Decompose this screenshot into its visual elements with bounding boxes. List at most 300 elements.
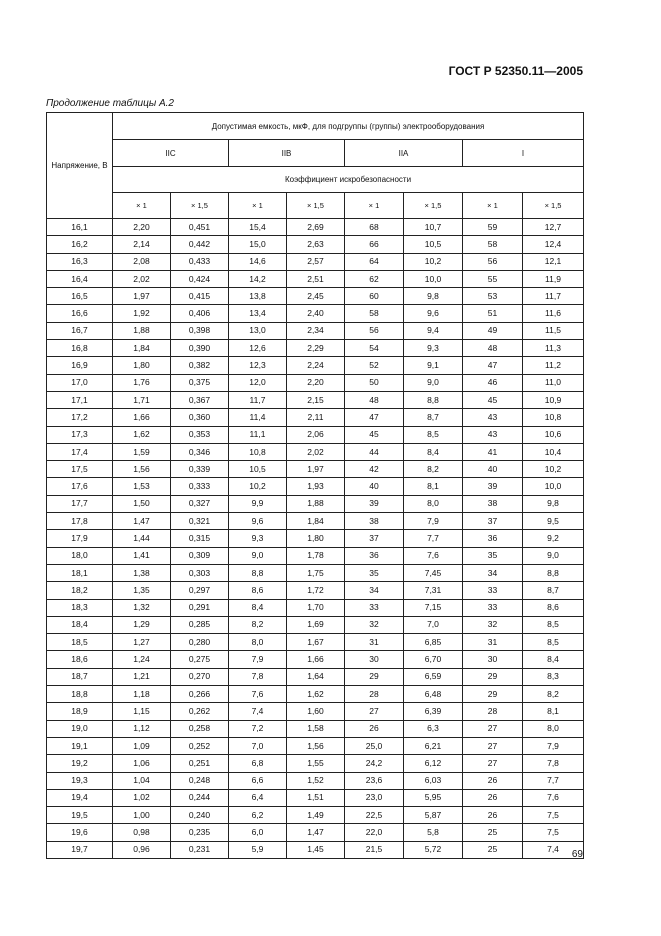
capacity-cell: 55 xyxy=(463,270,523,287)
capacity-cell: 27 xyxy=(463,720,523,737)
capacity-cell: 1,72 xyxy=(287,582,345,599)
capacity-cell: 0,360 xyxy=(171,409,229,426)
capacity-cell: 7,31 xyxy=(404,582,463,599)
table-row xyxy=(47,374,584,391)
capacity-cell: 10,0 xyxy=(523,478,584,495)
capacity-cell: 49 xyxy=(463,322,523,339)
capacity-cell: 1,71 xyxy=(113,391,171,408)
coef-label: × 1,5 xyxy=(523,193,584,219)
capacity-cell: 10,8 xyxy=(229,443,287,460)
table-row xyxy=(47,391,584,408)
capacity-cell: 0,406 xyxy=(171,305,229,322)
capacity-cell: 5,95 xyxy=(404,789,463,806)
table-row xyxy=(47,841,584,858)
capacity-cell: 1,18 xyxy=(113,686,171,703)
capacity-cell: 33 xyxy=(463,582,523,599)
capacity-cell: 2,57 xyxy=(287,253,345,270)
capacity-cell: 9,2 xyxy=(523,530,584,547)
capacity-cell: 0,235 xyxy=(171,824,229,841)
capacity-cell: 52 xyxy=(345,357,404,374)
capacity-cell: 25 xyxy=(463,841,523,858)
capacity-cell: 45 xyxy=(463,391,523,408)
capacity-cell: 43 xyxy=(463,426,523,443)
capacity-cell: 7,9 xyxy=(229,651,287,668)
capacity-cell: 2,11 xyxy=(287,409,345,426)
capacity-cell: 1,02 xyxy=(113,789,171,806)
capacity-cell: 9,8 xyxy=(404,288,463,305)
capacity-cell: 9,0 xyxy=(523,547,584,564)
capacity-cell: 6,03 xyxy=(404,772,463,789)
coef-label: × 1 xyxy=(229,193,287,219)
capacity-cell: 1,09 xyxy=(113,737,171,754)
table-row xyxy=(47,461,584,478)
voltage-cell: 17,8 xyxy=(47,513,113,530)
capacity-cell: 2,29 xyxy=(287,340,345,357)
capacity-cell: 0,442 xyxy=(171,236,229,253)
capacity-cell: 27 xyxy=(463,737,523,754)
capacity-cell: 1,27 xyxy=(113,634,171,651)
capacity-cell: 68 xyxy=(345,219,404,236)
capacity-cell: 10,0 xyxy=(404,270,463,287)
voltage-cell: 18,6 xyxy=(47,651,113,668)
voltage-cell: 17,0 xyxy=(47,374,113,391)
table-row xyxy=(47,495,584,512)
table-row xyxy=(47,686,584,703)
capacity-cell: 31 xyxy=(463,634,523,651)
coef-label: × 1 xyxy=(463,193,523,219)
capacity-cell: 0,244 xyxy=(171,789,229,806)
capacity-cell: 43 xyxy=(463,409,523,426)
voltage-cell: 16,5 xyxy=(47,288,113,305)
voltage-cell: 16,8 xyxy=(47,340,113,357)
capacity-cell: 11,9 xyxy=(523,270,584,287)
voltage-cell: 18,0 xyxy=(47,547,113,564)
coefficient-header: Коэффициент искробезопасности xyxy=(113,167,584,193)
capacity-cell: 8,8 xyxy=(229,564,287,581)
capacity-cell: 1,62 xyxy=(287,686,345,703)
capacity-cell: 31 xyxy=(345,634,404,651)
capacity-cell: 0,390 xyxy=(171,340,229,357)
capacity-cell: 5,8 xyxy=(404,824,463,841)
voltage-cell: 16,9 xyxy=(47,357,113,374)
voltage-cell: 19,4 xyxy=(47,789,113,806)
coef-label: × 1,5 xyxy=(404,193,463,219)
capacity-cell: 1,52 xyxy=(287,772,345,789)
capacity-cell: 0,270 xyxy=(171,668,229,685)
capacity-cell: 7,4 xyxy=(229,703,287,720)
table-row xyxy=(47,789,584,806)
capacity-cell: 11,5 xyxy=(523,322,584,339)
table-caption: Продолжение таблицы А.2 xyxy=(46,98,174,109)
table-row xyxy=(47,703,584,720)
voltage-cell: 19,3 xyxy=(47,772,113,789)
capacity-cell: 26 xyxy=(463,772,523,789)
capacity-cell: 59 xyxy=(463,219,523,236)
capacity-cell: 8,5 xyxy=(404,426,463,443)
voltage-cell: 19,6 xyxy=(47,824,113,841)
capacity-cell: 32 xyxy=(345,616,404,633)
capacity-cell: 8,4 xyxy=(404,443,463,460)
voltage-cell: 19,1 xyxy=(47,737,113,754)
capacity-cell: 1,97 xyxy=(113,288,171,305)
capacity-cell: 14,2 xyxy=(229,270,287,287)
capacity-cell: 9,1 xyxy=(404,357,463,374)
capacity-cell: 8,6 xyxy=(229,582,287,599)
voltage-cell: 16,1 xyxy=(47,219,113,236)
voltage-cell: 16,2 xyxy=(47,236,113,253)
capacity-cell: 7,8 xyxy=(523,755,584,772)
capacity-cell: 64 xyxy=(345,253,404,270)
capacity-cell: 7,9 xyxy=(523,737,584,754)
capacity-cell: 10,2 xyxy=(229,478,287,495)
voltage-cell: 17,4 xyxy=(47,443,113,460)
table-row xyxy=(47,236,584,253)
capacity-cell: 28 xyxy=(463,703,523,720)
capacity-cell: 0,321 xyxy=(171,513,229,530)
table-row xyxy=(47,288,584,305)
capacity-cell: 25,0 xyxy=(345,737,404,754)
capacity-cell: 8,0 xyxy=(229,634,287,651)
capacity-cell: 2,02 xyxy=(287,443,345,460)
capacity-cell: 0,398 xyxy=(171,322,229,339)
table-row xyxy=(47,582,584,599)
capacity-cell: 13,0 xyxy=(229,322,287,339)
capacity-cell: 1,78 xyxy=(287,547,345,564)
capacity-cell: 51 xyxy=(463,305,523,322)
capacity-cell: 46 xyxy=(463,374,523,391)
capacity-cell: 23,6 xyxy=(345,772,404,789)
capacity-cell: 6,39 xyxy=(404,703,463,720)
capacity-cell: 12,4 xyxy=(523,236,584,253)
capacity-cell: 5,72 xyxy=(404,841,463,858)
capacity-cell: 7,9 xyxy=(404,513,463,530)
capacity-cell: 0,346 xyxy=(171,443,229,460)
capacity-cell: 11,3 xyxy=(523,340,584,357)
capacity-cell: 2,02 xyxy=(113,270,171,287)
capacity-cell: 0,333 xyxy=(171,478,229,495)
capacity-cell: 26 xyxy=(463,807,523,824)
capacity-cell: 2,45 xyxy=(287,288,345,305)
capacity-cell: 5,9 xyxy=(229,841,287,858)
capacity-cell: 0,327 xyxy=(171,495,229,512)
capacity-cell: 0,451 xyxy=(171,219,229,236)
capacity-cell: 34 xyxy=(345,582,404,599)
capacity-cell: 8,7 xyxy=(404,409,463,426)
capacity-cell: 1,15 xyxy=(113,703,171,720)
table-row xyxy=(47,357,584,374)
capacity-cell: 37 xyxy=(345,530,404,547)
capacity-cell: 11,4 xyxy=(229,409,287,426)
capacity-cell: 1,21 xyxy=(113,668,171,685)
capacity-cell: 1,66 xyxy=(287,651,345,668)
table-body xyxy=(47,219,584,859)
table-row xyxy=(47,668,584,685)
capacity-cell: 1,51 xyxy=(287,789,345,806)
capacity-cell: 12,0 xyxy=(229,374,287,391)
capacity-cell: 0,252 xyxy=(171,737,229,754)
capacity-cell: 11,1 xyxy=(229,426,287,443)
table-row xyxy=(47,253,584,270)
voltage-cell: 17,5 xyxy=(47,461,113,478)
capacity-cell: 11,2 xyxy=(523,357,584,374)
capacity-cell: 0,309 xyxy=(171,547,229,564)
capacity-cell: 1,35 xyxy=(113,582,171,599)
capacity-cell: 1,29 xyxy=(113,616,171,633)
capacity-cell: 27 xyxy=(345,703,404,720)
capacity-cell: 1,41 xyxy=(113,547,171,564)
table-row xyxy=(47,807,584,824)
capacity-cell: 10,7 xyxy=(404,219,463,236)
capacity-cell: 6,0 xyxy=(229,824,287,841)
capacity-cell: 53 xyxy=(463,288,523,305)
capacity-cell: 0,280 xyxy=(171,634,229,651)
voltage-cell: 17,6 xyxy=(47,478,113,495)
voltage-cell: 18,8 xyxy=(47,686,113,703)
capacity-cell: 10,6 xyxy=(523,426,584,443)
group-header-iia: IIA xyxy=(345,140,463,167)
capacity-cell: 41 xyxy=(463,443,523,460)
capacity-cell: 29 xyxy=(463,668,523,685)
capacity-cell: 1,93 xyxy=(287,478,345,495)
capacity-cell: 37 xyxy=(463,513,523,530)
capacity-cell: 2,20 xyxy=(287,374,345,391)
capacity-cell: 9,3 xyxy=(404,340,463,357)
table-row xyxy=(47,530,584,547)
capacity-cell: 13,8 xyxy=(229,288,287,305)
capacity-cell: 8,2 xyxy=(523,686,584,703)
capacity-cell: 0,382 xyxy=(171,357,229,374)
table-row xyxy=(47,340,584,357)
voltage-cell: 18,9 xyxy=(47,703,113,720)
capacity-cell: 8,6 xyxy=(523,599,584,616)
table-row xyxy=(47,616,584,633)
voltage-cell: 18,2 xyxy=(47,582,113,599)
capacity-cell: 26 xyxy=(345,720,404,737)
capacity-cell: 8,1 xyxy=(523,703,584,720)
capacity-cell: 8,8 xyxy=(523,564,584,581)
capacity-cell: 1,49 xyxy=(287,807,345,824)
capacity-cell: 1,92 xyxy=(113,305,171,322)
capacity-cell: 44 xyxy=(345,443,404,460)
capacity-cell: 7,45 xyxy=(404,564,463,581)
capacity-cell: 1,45 xyxy=(287,841,345,858)
capacity-cell: 47 xyxy=(345,409,404,426)
capacity-cell: 1,06 xyxy=(113,755,171,772)
voltage-cell: 16,4 xyxy=(47,270,113,287)
capacity-cell: 1,97 xyxy=(287,461,345,478)
capacity-cell: 9,9 xyxy=(229,495,287,512)
capacity-cell: 36 xyxy=(463,530,523,547)
capacity-cell: 6,70 xyxy=(404,651,463,668)
capacity-cell: 12,7 xyxy=(523,219,584,236)
capacity-cell: 8,2 xyxy=(229,616,287,633)
capacity-cell: 1,69 xyxy=(287,616,345,633)
capacity-cell: 1,00 xyxy=(113,807,171,824)
capacity-cell: 15,0 xyxy=(229,236,287,253)
capacity-cell: 15,4 xyxy=(229,219,287,236)
table-row xyxy=(47,755,584,772)
capacity-cell: 2,20 xyxy=(113,219,171,236)
capacity-cell: 62 xyxy=(345,270,404,287)
page-number: 69 xyxy=(571,849,583,860)
capacity-cell: 2,51 xyxy=(287,270,345,287)
capacity-cell: 1,38 xyxy=(113,564,171,581)
capacity-cell: 0,353 xyxy=(171,426,229,443)
capacity-cell: 1,84 xyxy=(287,513,345,530)
coef-label: × 1 xyxy=(113,193,171,219)
capacity-cell: 0,415 xyxy=(171,288,229,305)
capacity-cell: 7,7 xyxy=(523,772,584,789)
capacity-cell: 6,2 xyxy=(229,807,287,824)
capacity-cell: 11,7 xyxy=(229,391,287,408)
capacity-cell: 7,6 xyxy=(229,686,287,703)
capacity-cell: 22,5 xyxy=(345,807,404,824)
capacity-cell: 10,2 xyxy=(523,461,584,478)
capacity-cell: 29 xyxy=(345,668,404,685)
capacity-cell: 6,6 xyxy=(229,772,287,789)
capacity-cell: 0,266 xyxy=(171,686,229,703)
capacity-cell: 0,231 xyxy=(171,841,229,858)
capacity-cell: 6,12 xyxy=(404,755,463,772)
capacity-cell: 0,258 xyxy=(171,720,229,737)
capacity-cell: 12,1 xyxy=(523,253,584,270)
coef-label: × 1,5 xyxy=(287,193,345,219)
capacity-cell: 2,24 xyxy=(287,357,345,374)
capacity-cell: 42 xyxy=(345,461,404,478)
capacity-cell: 6,8 xyxy=(229,755,287,772)
capacity-cell: 7,6 xyxy=(404,547,463,564)
capacity-cell: 2,69 xyxy=(287,219,345,236)
capacity-cell: 33 xyxy=(463,599,523,616)
table-row xyxy=(47,219,584,236)
table-row xyxy=(47,651,584,668)
capacity-cell: 38 xyxy=(463,495,523,512)
capacity-cell: 32 xyxy=(463,616,523,633)
voltage-cell: 18,1 xyxy=(47,564,113,581)
capacity-cell: 6,21 xyxy=(404,737,463,754)
table-row xyxy=(47,409,584,426)
capacity-cell: 2,40 xyxy=(287,305,345,322)
capacity-cell: 1,80 xyxy=(113,357,171,374)
table-row xyxy=(47,634,584,651)
capacity-cell: 8,7 xyxy=(523,582,584,599)
capacity-cell: 21,5 xyxy=(345,841,404,858)
capacity-cell: 60 xyxy=(345,288,404,305)
capacity-cell: 9,8 xyxy=(523,495,584,512)
capacity-cell: 1,56 xyxy=(287,737,345,754)
capacity-cell: 13,4 xyxy=(229,305,287,322)
capacity-cell: 2,34 xyxy=(287,322,345,339)
capacity-cell: 6,48 xyxy=(404,686,463,703)
capacity-cell: 0,339 xyxy=(171,461,229,478)
voltage-cell: 17,2 xyxy=(47,409,113,426)
capacity-cell: 66 xyxy=(345,236,404,253)
table-row xyxy=(47,305,584,322)
capacity-cell: 1,44 xyxy=(113,530,171,547)
table-row xyxy=(47,270,584,287)
capacity-cell: 10,5 xyxy=(229,461,287,478)
capacity-cell: 1,12 xyxy=(113,720,171,737)
capacity-cell: 8,4 xyxy=(229,599,287,616)
voltage-cell: 19,0 xyxy=(47,720,113,737)
voltage-cell: 17,9 xyxy=(47,530,113,547)
group-header-i: I xyxy=(463,140,584,167)
capacity-cell: 47 xyxy=(463,357,523,374)
group-header-iic: IIC xyxy=(113,140,229,167)
voltage-cell: 18,5 xyxy=(47,634,113,651)
capacity-cell: 9,4 xyxy=(404,322,463,339)
capacity-cell: 8,2 xyxy=(404,461,463,478)
capacity-cell: 0,303 xyxy=(171,564,229,581)
voltage-cell: 18,7 xyxy=(47,668,113,685)
capacity-cell: 1,67 xyxy=(287,634,345,651)
capacity-cell: 1,84 xyxy=(113,340,171,357)
capacity-cell: 9,3 xyxy=(229,530,287,547)
capacity-cell: 35 xyxy=(463,547,523,564)
capacity-cell: 48 xyxy=(345,391,404,408)
capacity-cell: 1,50 xyxy=(113,495,171,512)
capacity-cell: 0,248 xyxy=(171,772,229,789)
capacity-cell: 39 xyxy=(345,495,404,512)
capacity-cell: 0,262 xyxy=(171,703,229,720)
capacity-cell: 8,5 xyxy=(523,634,584,651)
table-row xyxy=(47,737,584,754)
capacity-cell: 1,80 xyxy=(287,530,345,547)
capacity-cell: 10,9 xyxy=(523,391,584,408)
capacity-cell: 6,3 xyxy=(404,720,463,737)
capacity-cell: 1,76 xyxy=(113,374,171,391)
capacity-cell: 1,32 xyxy=(113,599,171,616)
capacity-header: Допустимая емкость, мкФ, для подгруппы (группы) электрооборудования xyxy=(113,113,584,140)
capacity-cell: 9,6 xyxy=(404,305,463,322)
capacity-cell: 2,14 xyxy=(113,236,171,253)
capacity-cell: 38 xyxy=(345,513,404,530)
capacity-cell: 1,62 xyxy=(113,426,171,443)
capacity-cell: 23,0 xyxy=(345,789,404,806)
capacity-cell: 1,60 xyxy=(287,703,345,720)
capacity-cell: 2,15 xyxy=(287,391,345,408)
capacity-cell: 1,56 xyxy=(113,461,171,478)
capacity-cell: 9,5 xyxy=(523,513,584,530)
capacity-cell: 50 xyxy=(345,374,404,391)
capacity-cell: 1,75 xyxy=(287,564,345,581)
capacity-cell: 1,64 xyxy=(287,668,345,685)
capacity-cell: 0,96 xyxy=(113,841,171,858)
capacity-cell: 0,424 xyxy=(171,270,229,287)
capacity-cell: 33 xyxy=(345,599,404,616)
voltage-header: Напряжение, В xyxy=(47,113,113,219)
capacity-cell: 7,0 xyxy=(229,737,287,754)
capacity-cell: 8,0 xyxy=(523,720,584,737)
capacity-table xyxy=(46,112,584,859)
capacity-cell: 30 xyxy=(345,651,404,668)
capacity-cell: 29 xyxy=(463,686,523,703)
capacity-cell: 58 xyxy=(345,305,404,322)
capacity-cell: 8,0 xyxy=(404,495,463,512)
capacity-cell: 8,8 xyxy=(404,391,463,408)
capacity-cell: 9,0 xyxy=(229,547,287,564)
capacity-cell: 7,5 xyxy=(523,807,584,824)
voltage-cell: 16,7 xyxy=(47,322,113,339)
capacity-cell: 10,8 xyxy=(523,409,584,426)
capacity-cell: 6,59 xyxy=(404,668,463,685)
capacity-cell: 7,6 xyxy=(523,789,584,806)
capacity-cell: 1,70 xyxy=(287,599,345,616)
table-row xyxy=(47,564,584,581)
capacity-cell: 1,55 xyxy=(287,755,345,772)
capacity-cell: 1,88 xyxy=(113,322,171,339)
capacity-cell: 0,285 xyxy=(171,616,229,633)
